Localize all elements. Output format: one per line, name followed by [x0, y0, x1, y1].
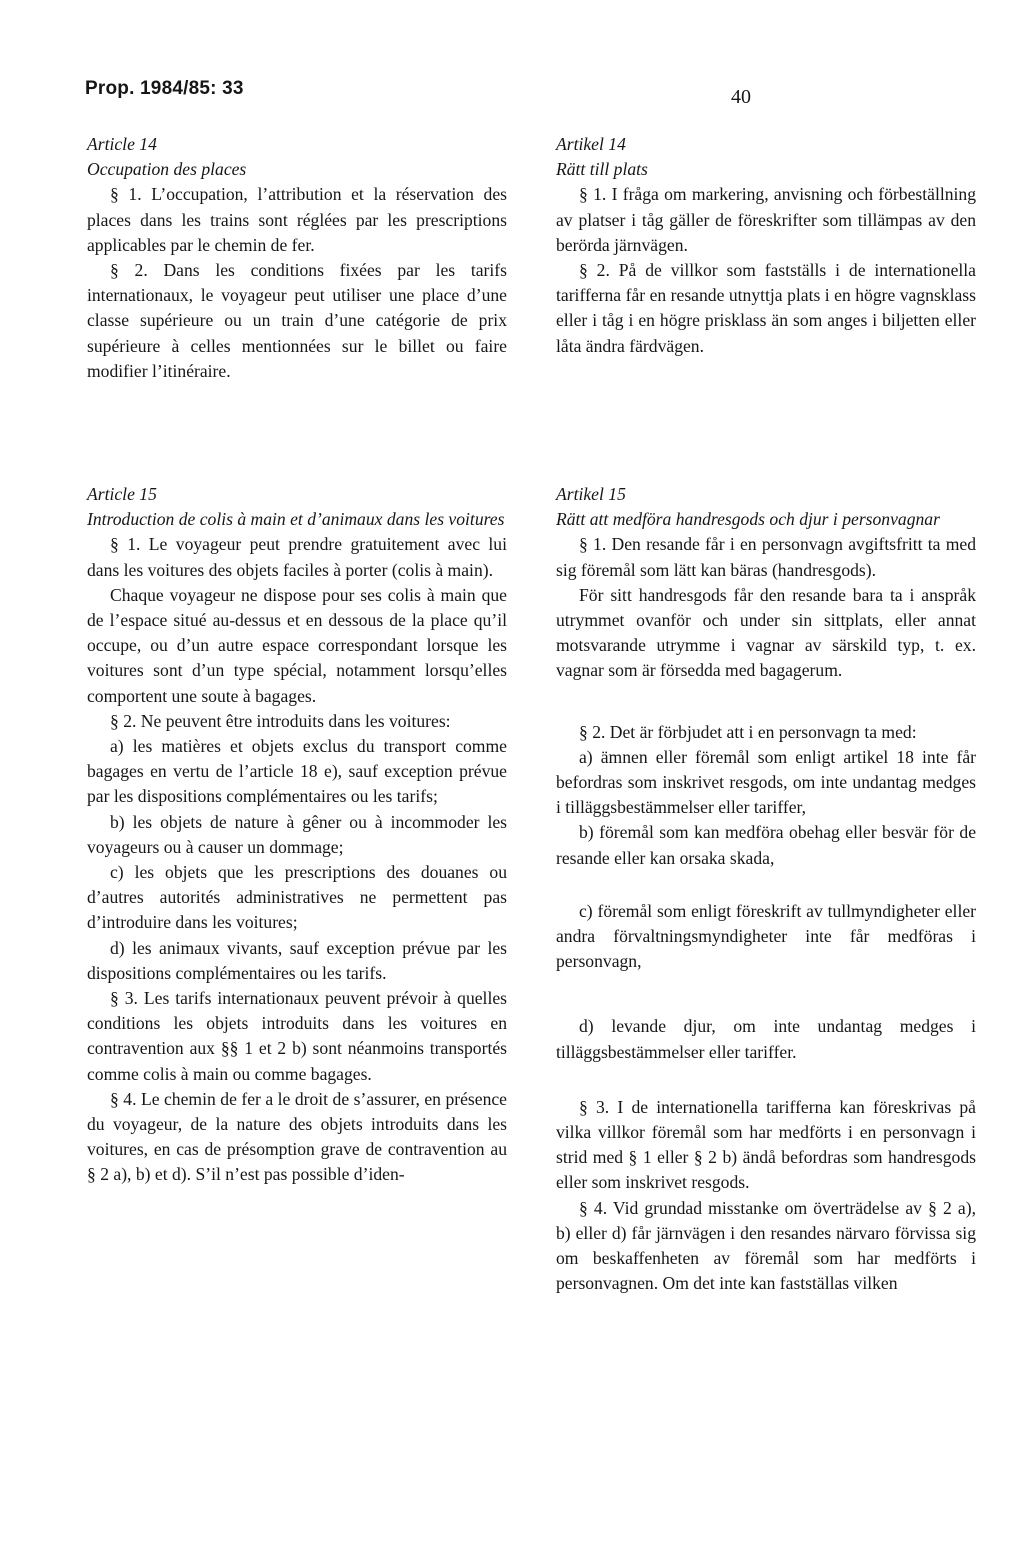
article-title: Rätt till plats: [556, 159, 648, 180]
page-number: 40: [731, 86, 751, 108]
article-14-fr: [87, 132, 507, 384]
paragraph: § 2. Ne peuvent être introduits dans les voitures:: [110, 710, 451, 731]
paragraph: För sitt handresgods får den resande bara ta i anspråk utrymmet ovanför och under sin sittplats, eller annat motsvarande utrymme i vagnar av särskild typ, t. ex. vagnar som är försedda med bagagerum.: [556, 584, 976, 681]
paragraph: § 1. L’occupation, l’attribution et la réservation des places dans les trains sont réglées par les prescriptions applicables par le chemin de fer.: [87, 184, 507, 255]
paragraph: § 2. Det är förbjudet att i en personvagn ta med:: [579, 721, 917, 742]
article-title: Occupation des places: [87, 159, 247, 180]
list-item: b) föremål som kan medföra obehag eller besvär för de resande eller kan orsaka skada,: [556, 822, 976, 868]
paragraph: § 4. Le chemin de fer a le droit de s’assurer, en présence du voyageur, de la nature des objets introduits dans les voitures, en cas de présomption grave de contravention au § 2 a), b) et d). S’il n’est pas possible d’iden-: [87, 1088, 507, 1185]
article-15-fr: [87, 482, 507, 1188]
paragraph: § 4. Vid grundad misstanke om överträdelse av § 2 a), b) eller d) får järnvägen i den resandes närvaro förvissa sig om beskaffenheten av föremål som har medförts i personvagnen. Om det inte kan fastställas vilken: [556, 1197, 976, 1294]
list-item: c) les objets que les prescriptions des douanes ou d’autres autorités administratives ne permettent pas d’introduire dans les voitures;: [87, 862, 507, 933]
list-item: b) les objets de nature à gêner ou à incommoder les voyageurs ou à causer un dommage;: [87, 811, 507, 857]
list-item: d) les animaux vivants, sauf exception prévue par les dispositions complémentaires ou les tarifs.: [87, 937, 507, 983]
paragraph: § 3. I de internationella tarifferna kan föreskrivas på vilka villkor föremål som har medförts i en personvagn i strid med § 1 eller § 2 b) ändå befordras som handresgods eller som inskrivet resgods.: [556, 1096, 976, 1193]
article-title: Introduction de colis à main et d’animaux dans les voitures: [87, 509, 505, 530]
article-heading: Article 14: [87, 134, 157, 154]
paragraph: Chaque voyageur ne dispose pour ses colis à main que de l’espace situé au-dessus et en dessous de la place qu’il occupe, ou d’un autre espace correspondant lorsque les voitures sont d’un type spécial, notamment lorsqu’elles comportent une soute à bagages.: [87, 584, 507, 706]
list-item: a) les matières et objets exclus du transport comme bagages en vertu de l’article 18 e), sauf exception prévue par les dispositions complémentaires ou les tarifs;: [87, 736, 507, 807]
article-heading: Artikel 15: [556, 484, 626, 504]
article-heading: Article 15: [87, 484, 157, 504]
paragraph: § 1. Den resande får i en personvagn avgiftsfritt ta med sig föremål som lätt kan bäras (handresgods).: [556, 534, 976, 580]
paragraph: § 3. Les tarifs internationaux peuvent prévoir à quelles conditions les objets introduits dans les voitures en contravention aux §§ 1 et 2 b) sont néanmoins transportés comme colis à main ou comme bagages.: [87, 988, 507, 1084]
list-item: a) ämnen eller föremål som enligt artikel 18 inte får befordras som inskrivet resgods, om inte undantag medges i tilläggsbestämmelser eller tariffer,: [556, 746, 976, 818]
paragraph: § 2. På de villkor som fastställs i de internationella tarifferna får en resande utnyttja plats i en högre vagnsklass eller i tåg i en högre prisklass än som anges i biljetten eller låta ändra färdvägen.: [556, 260, 976, 356]
paragraph: § 2. Dans les conditions fixées par les tarifs internationaux, le voyageur peut utiliser une place d’une classe supérieure ou un train d’une catégorie de prix supérieure à celles mentionnées sur le billet ou faire modifier l’itinéraire.: [87, 260, 507, 381]
article-15-sv: [556, 482, 976, 1296]
article-heading: Artikel 14: [556, 134, 626, 154]
paragraph: § 1. Le voyageur peut prendre gratuitement avec lui dans les voitures des objets faciles à porter (colis à main).: [87, 534, 507, 580]
article-14-sv: [556, 132, 976, 359]
list-item: c) föremål som enligt föreskrift av tullmyndigheter eller andra förvaltningsmyndigheter inte får medföras i personvagn,: [556, 900, 976, 972]
list-item: d) levande djur, om inte undantag medges i tilläggsbestämmelser eller tariffer.: [556, 1016, 976, 1062]
running-title: Prop. 1984/85: 33: [85, 78, 244, 99]
article-title: Rätt att medföra handresgods och djur i personvagnar: [556, 509, 940, 530]
paragraph: § 1. I fråga om markering, anvisning och förbeställning av platser i tåg gäller de föreskrifter som tillämpas av den berörda järnvägen.: [556, 184, 976, 255]
